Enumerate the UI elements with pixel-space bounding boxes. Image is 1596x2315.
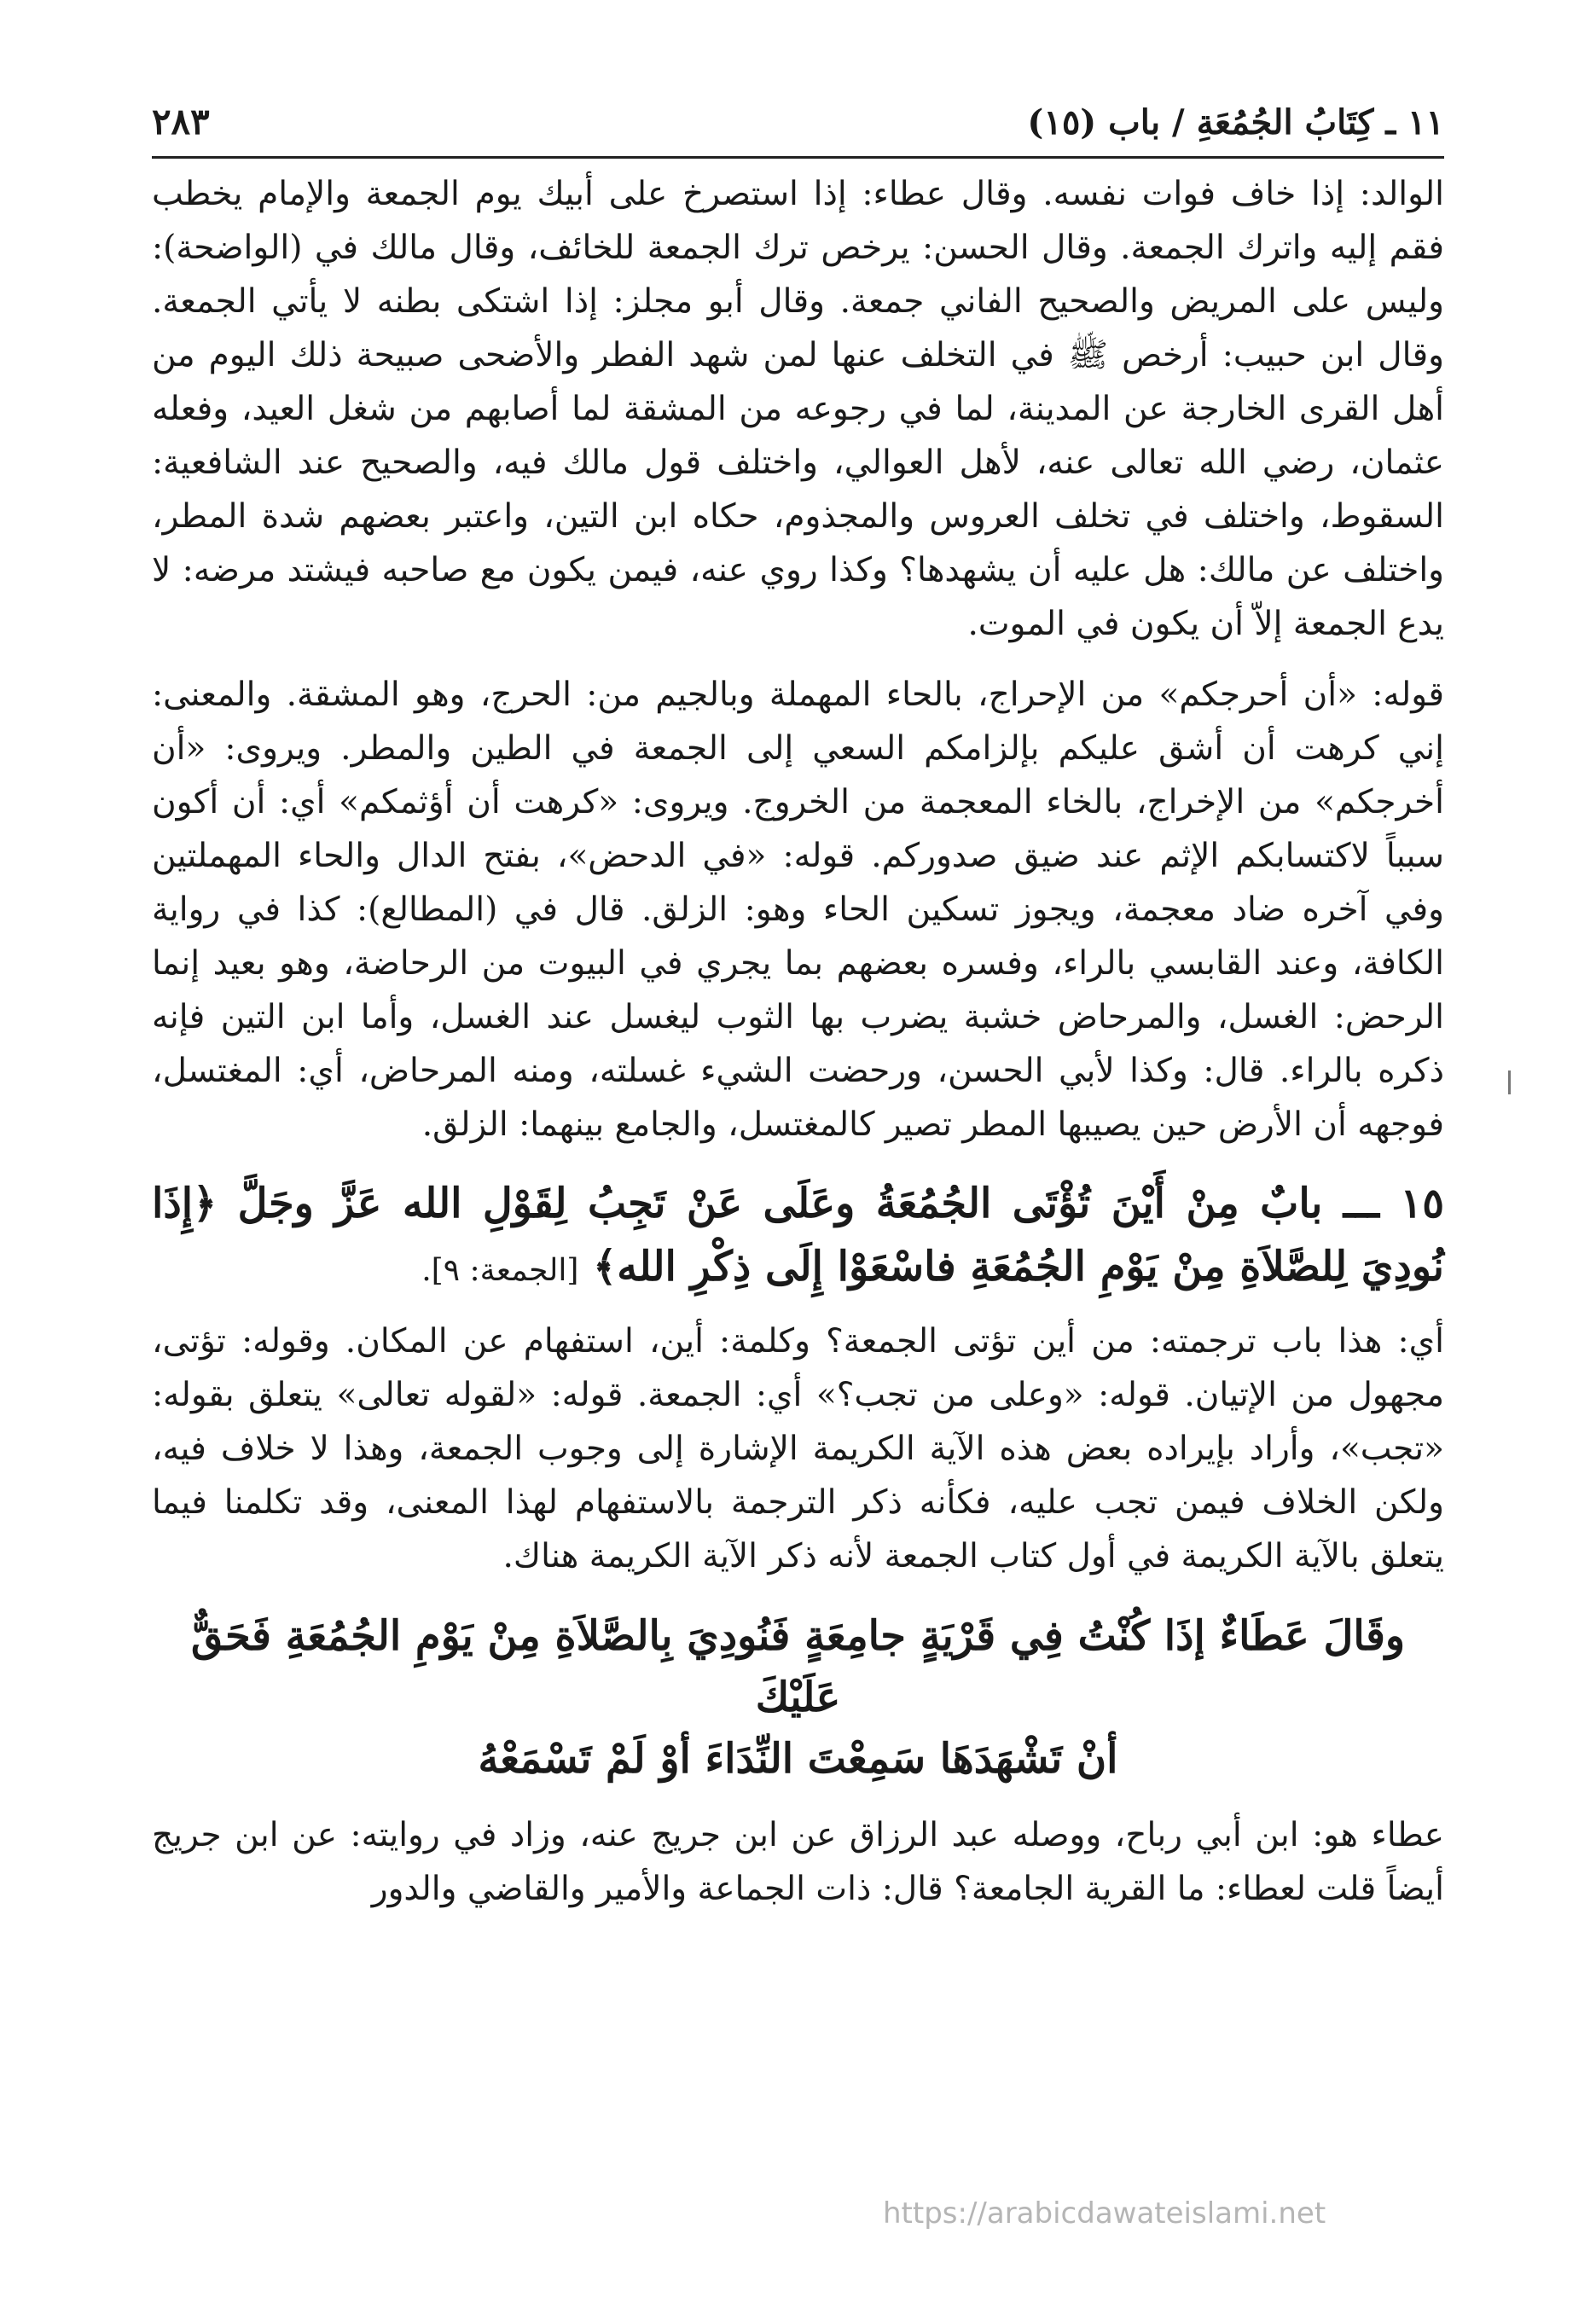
chapter-heading-text: ١٥ ـــ بابٌ مِنْ أَيْنَ تُؤْتَى الجُمُعَةُ وعَلَى عَنْ تَجِبُ لِقَوْلِ الله عَزَّ وجَلَّ ﴿إِذَا نُودِيَ لِلصَّلاَةِ مِنْ يَوْمِ الجُمُعَةِ فاسْعَوْا إِلَى ذِكْرِ الله﴾ [152, 1180, 1444, 1291]
chapter-title: ١١ ـ كِتَابُ الجُمُعَةِ / باب (١٥) [1027, 102, 1444, 142]
watermark-url: https://arabicdawateislami.net [883, 2196, 1326, 2231]
running-header [152, 101, 1444, 159]
hadith-line-1: وقَالَ عَطَاءٌ إذَا كُنْتُ فِي قَرْيَةٍ جامِعَةٍ فَنُودِيَ بِالصَّلاَةِ مِنْ يَوْمِ الجُمُعَةِ فَحَقٌّ عَلَيْكَ [190, 1612, 1406, 1721]
hadith-line-2: أنْ تَشْهَدَهَا سَمِعْتَ النِّدَاءَ أوْ لَمْ تَسْمَعْهُ [478, 1735, 1118, 1783]
hadith-text [152, 1605, 1444, 1790]
margin-mark [1508, 1070, 1511, 1094]
chapter-heading [152, 1172, 1444, 1303]
page-number: ٢٨٣ [152, 101, 210, 142]
body-paragraph-2: قوله: «أن أحرجكم» من الإحراج، بالحاء المهملة وبالجيم من: الحرج، وهو المشقة. والمعنى: إني كرهت أن أشق عليكم بإلزامكم السعي إلى الجمعة في الطين والمطر. ويروى: «أن أخرجكم» من الإخراج، بالخاء المعجمة من الخروج. ويروى: «كرهت أن أؤثمكم» أي: أن أكون سبباً لاكتسابكم الإثم عند ضيق صدوركم. قوله: «في الدحض»، بفتح الدال والحاء المهملتين وفي آخره ضاد معجمة، ويجوز تسكين الحاء وهو: الزلق. قال في (المطالع): كذا في رواية الكافة، وعند القابسي بالراء، وفسره بعضهم بما يجري في البيوت من الرحاضة، وهو بعيد إنما الرحض: الغسل، والمرحاض خشبة يضرب بها الثوب ليغسل عند الغسل، وأما ابن التين فإنه ذكره بالراء. قال: وكذا لأبي الحسن، ورحضت الشيء غسلته، ومنه المرحاض، أي: المغتسل، فوجهه أن الأرض حين يصيبها المطر تصير كالمغتسل، والجامع بينهما: الزلق. [152, 676, 1444, 1144]
body-paragraph-3: أي: هذا باب ترجمته: من أين تؤتى الجمعة؟ وكلمة: أين، استفهام عن المكان. وقوله: تؤتى، مجهول من الإتيان. قوله: «وعلى من تجب؟» أي: الجمعة. قوله: «لقوله تعالى» يتعلق بقوله: «تجب»، وأراد بإيراده بعض هذه الآية الكريمة الإشارة إلى وجوب الجمعة، وهذا لا خلاف فيه، ولكن الخلاف فيمن تجب عليه، فكأنه ذكر الترجمة بالاستفهام لهذا المعنى، وقد تكلمنا فيما يتعلق بالآية الكريمة في أول كتاب الجمعة لأنه ذكر الآية الكريمة هناك. [152, 1322, 1444, 1575]
quran-reference: [الجمعة: ٩]. [421, 1253, 579, 1288]
body-paragraph-1: الوالد: إذا خاف فوات نفسه. وقال عطاء: إذا استصرخ على أبيك يوم الجمعة والإمام يخطب فقم إليه واترك الجمعة. وقال الحسن: يرخص ترك الجمعة للخائف، وقال مالك في (الواضحة): وليس على المريض والصحيح الفاني جمعة. وقال أبو مجلز: إذا اشتكى بطنه لا يأتي الجمعة. وقال ابن حبيب: أرخص ﷺ في التخلف عنها لمن شهد الفطر والأضحى صبيحة ذلك اليوم من أهل القرى الخارجة عن المدينة، لما في رجوعه من المشقة لما أصابهم من شغل العيد، وفعله عثمان، رضي الله تعالى عنه، لأهل العوالي، واختلف قول مالك فيه، والصحيح عند الشافعية: السقوط، واختلف في تخلف العروس والمجذوم، حكاه ابن التين، واعتبر بعضهم شدة المطر، واختلف عن مالك: هل عليه أن يشهدها؟ وكذا روي عنه، فيمن يكون مع صاحبه فيشتد مرضه: لا يدع الجمعة إلاّ أن يكون في الموت. [152, 175, 1444, 643]
body-paragraph-4: عطاء هو: ابن أبي رباح، ووصله عبد الرزاق عن ابن جريج عنه، وزاد في روايته: عن ابن جريج أيضاً قلت لعطاء: ما القرية الجامعة؟ قال: ذات الجماعة والأمير والقاضي والدور [152, 1816, 1444, 1908]
